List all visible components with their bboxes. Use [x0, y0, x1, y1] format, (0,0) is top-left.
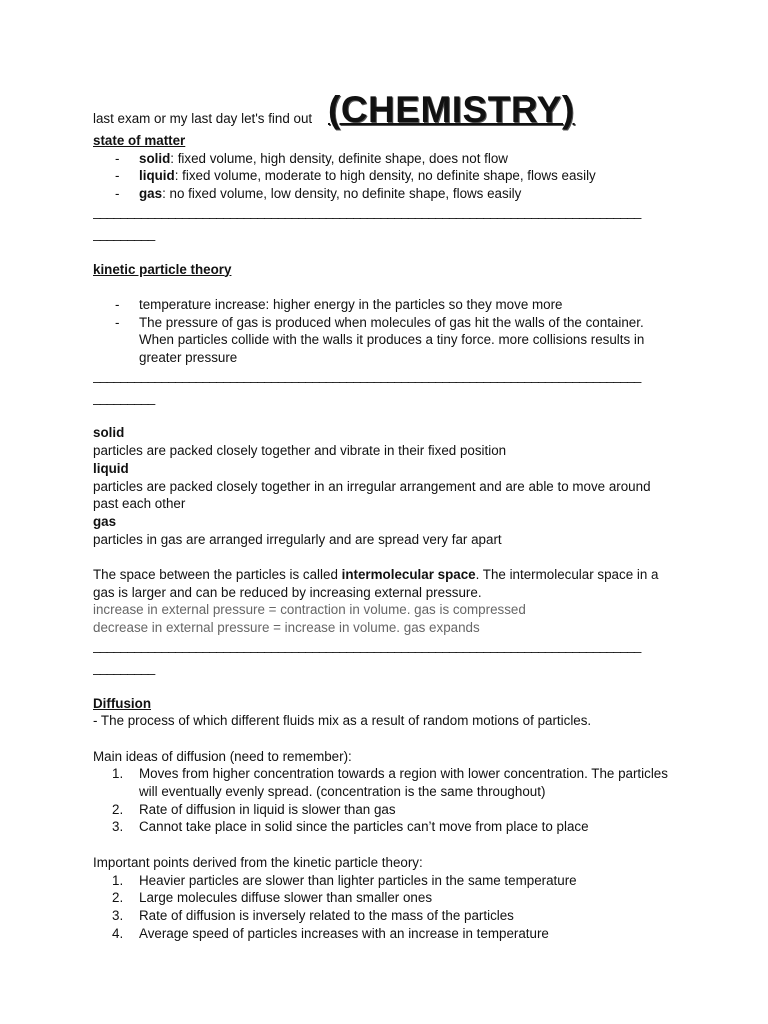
state-of-matter-heading: state of matter: [93, 133, 186, 148]
term: liquid: [139, 168, 175, 184]
pressure-note-decrease: decrease in external pressure = increase in volume. gas expands: [93, 620, 480, 636]
number-marker: 1.: [112, 872, 124, 888]
intro-text: last exam or my last day let's find out: [93, 111, 313, 126]
diffusion-definition: - The process of which different fluids mix as a result of random motions of particles.: [93, 713, 592, 729]
list-item-text: Heavier particles are slower than lighter particles in the same temperature: [139, 872, 577, 888]
list-item: [93, 801, 679, 819]
list-item-text: Large molecules diffuse slower than smaller ones: [139, 890, 433, 906]
list-item-text: Rate of diffusion in liquid is slower than gas: [139, 801, 396, 817]
gas-text: particles in gas are arranged irregularly and are spread very far apart: [93, 531, 502, 547]
dash-marker: -: [115, 168, 120, 184]
number-marker: 2.: [112, 801, 124, 817]
number-marker: 4.: [112, 925, 124, 941]
document-body: [93, 88, 679, 942]
gas-label: gas: [93, 513, 117, 529]
dash-marker: -: [115, 296, 120, 312]
number-marker: 2.: [112, 890, 124, 906]
list-item: [93, 167, 679, 185]
list-item: [93, 907, 679, 925]
dash-marker: -: [115, 150, 120, 166]
paragraph-text: The space between the particles is called: [93, 567, 342, 582]
diffusion-heading: Diffusion: [93, 695, 152, 711]
term-description: : fixed volume, moderate to high density, no definite shape, flows easily: [174, 168, 596, 184]
important-points-list: [93, 872, 679, 943]
list-item: [93, 185, 679, 203]
title-line: [93, 88, 679, 132]
list-item: [93, 889, 679, 907]
list-item: [93, 872, 679, 890]
kinetic-list: [93, 296, 679, 367]
intermolecular-paragraph: [93, 566, 679, 601]
list-item-text: Moves from higher concentration towards a region with lower concentration. The particles will eventually evenly spread. (concentration is the same throughout): [139, 766, 668, 799]
solid-label: solid: [93, 425, 125, 441]
page-title: (CHEMISTRY): [328, 89, 575, 130]
dash-marker: -: [115, 186, 120, 202]
number-marker: 1.: [112, 766, 124, 782]
kinetic-heading: kinetic particle theory: [93, 261, 232, 277]
dash-marker: -: [115, 314, 120, 330]
term: solid: [139, 150, 171, 166]
pressure-note-increase: increase in external pressure = contraction in volume. gas is compressed: [93, 602, 526, 618]
separator-line: ________________________________________________________________________________: [93, 203, 641, 219]
list-item-text: Cannot take place in solid since the particles can’t move from place to place: [139, 819, 589, 835]
list-item-text: temperature increase: higher energy in the particles so they move more: [139, 296, 563, 312]
list-item: [93, 314, 679, 367]
paragraph-text: . The intermolecular space in a gas is larger and can be reduced by increasing external pressure.: [93, 567, 659, 600]
liquid-text: particles are packed closely together in an irregular arrangement and are able to move around past each other: [93, 478, 651, 512]
separator-line: ________________________________________________________________________________: [93, 637, 641, 653]
main-ideas-list: [93, 765, 679, 836]
list-item: [93, 150, 679, 168]
number-marker: 3.: [112, 907, 124, 923]
separator-line: ________________________________________________________________________________: [93, 367, 641, 383]
separator-line-short: _________: [93, 225, 155, 241]
list-item: [93, 818, 679, 836]
list-item-text: Average speed of particles increases with an increase in temperature: [139, 925, 549, 941]
intermolecular-term: intermolecular space: [341, 567, 476, 582]
list-item: [93, 765, 679, 800]
term: gas: [139, 186, 163, 202]
number-marker: 3.: [112, 819, 124, 835]
state-of-matter-list: [93, 150, 679, 203]
solid-text: particles are packed closely together and vibrate in their fixed position: [93, 443, 507, 459]
term-description: : no fixed volume, low density, no definite shape, flows easily: [162, 186, 522, 202]
list-item-text: Rate of diffusion is inversely related to the mass of the particles: [139, 907, 514, 923]
important-points-label: Important points derived from the kinetic particle theory:: [93, 854, 423, 870]
separator-line-short: _________: [93, 389, 155, 405]
main-ideas-label: Main ideas of diffusion (need to remember):: [93, 748, 352, 764]
separator-line-short: _________: [93, 659, 155, 675]
liquid-label: liquid: [93, 460, 129, 476]
list-item-text: The pressure of gas is produced when molecules of gas hit the walls of the container. When particles collide with the walls it produces a tiny force. more collisions results in greater pressure: [139, 314, 645, 365]
list-item: [93, 296, 679, 314]
list-item: [93, 925, 679, 943]
term-description: : fixed volume, high density, definite shape, does not flow: [170, 150, 508, 166]
